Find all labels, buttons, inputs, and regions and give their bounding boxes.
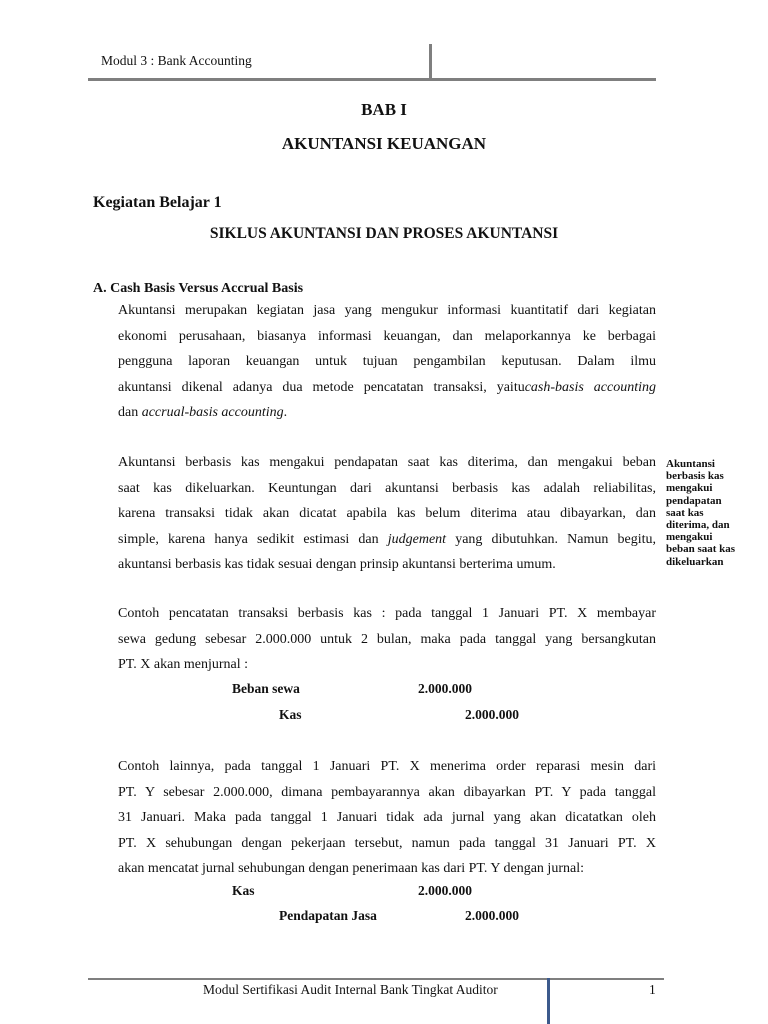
text-line: akuntansi berbasis kas tidak sesuai dengan prinsip akuntansi berterima umum. xyxy=(118,557,556,572)
text-line: PT. X sehubungan dengan pekerjaan tersebut, namun pada tanggal 31 Januari PT. X xyxy=(118,835,656,851)
text-line: sewa gedung sebesar 2.000.000 untuk 2 bulan, maka pada tanggal yang bersangkutan xyxy=(118,631,656,647)
margin-note-line: diterima, dan xyxy=(666,519,730,532)
header-divider-vertical xyxy=(429,44,432,78)
margin-note-line: mengakui xyxy=(666,531,713,544)
text-line: PT. Y sebesar 2.000.000, dimana pembayarannya akan dibayarkan PT. Y pada tanggal xyxy=(118,784,656,800)
activity-title: SIKLUS AKUNTANSI DAN PROSES AKUNTANSI xyxy=(209,225,559,242)
text-line: simple, karena hanya sedikit estimasi dan judgement yang dibutuhkan. Namun begitu, xyxy=(118,531,656,547)
header-rule xyxy=(88,78,656,81)
margin-note-line: saat kas xyxy=(666,506,704,519)
margin-note-line: berbasis kas xyxy=(666,470,724,483)
margin-note-line: dikeluarkan xyxy=(666,555,724,568)
chapter-number: BAB I xyxy=(361,100,407,119)
journal1-credit-account: Kas xyxy=(279,707,302,722)
paragraph-cash-basis xyxy=(118,450,656,578)
margin-note xyxy=(666,458,762,568)
journal1-debit-amount: 2.000.000 xyxy=(418,681,472,696)
journal2-credit-amount: 2.000.000 xyxy=(465,908,519,923)
text-line: PT. X akan menjurnal : xyxy=(118,657,248,672)
text-line: pengguna laporan keuangan untuk tujuan pengambilan keputusan. Dalam ilmu xyxy=(118,354,656,369)
paragraph-intro xyxy=(118,298,656,426)
journal1-credit-amount: 2.000.000 xyxy=(465,707,519,722)
journal2-credit-account: Pendapatan Jasa xyxy=(279,908,377,923)
text-line: Contoh lainnya, pada tanggal 1 Januari PT. X menerima order reparasi mesin dari xyxy=(118,759,656,774)
margin-note-line: mengakui xyxy=(666,482,713,495)
text-line: Contoh pencatatan transaksi berbasis kas : pada tanggal 1 Januari PT. X membayar xyxy=(118,606,656,621)
activity-label: Kegiatan Belajar 1 xyxy=(93,194,222,211)
text-line: ekonomi perusahaan, biasanya informasi keuangan, dan melaporkannya ke berbagai xyxy=(118,328,656,344)
text-line: akan mencatat jurnal sehubungan dengan penerimaan kas dari PT. Y dengan jurnal: xyxy=(118,861,584,876)
text-line: 31 Januari. Maka pada tanggal 1 Januari tidak ada jurnal yang akan dicatatkan oleh xyxy=(118,810,656,825)
text-line: saat kas dikeluarkan. Keuntungan dari akuntansi berbasis kas adalah reliabilitas, xyxy=(118,480,656,496)
journal2-debit-account: Kas xyxy=(232,883,255,898)
page-number: 1 xyxy=(649,982,656,997)
running-footer: Modul Sertifikasi Audit Internal Bank Tingkat Auditor xyxy=(203,982,498,997)
running-header: Modul 3 : Bank Accounting xyxy=(101,53,252,68)
text-line: Akuntansi merupakan kegiatan jasa yang mengukur informasi kuantitatif dari kegiatan xyxy=(118,303,656,318)
text-line: karena transaksi tidak akan dicatat apabila kas belum diterima atau dibayarkan, dan xyxy=(118,506,656,521)
text-line: dan accrual-basis accounting. xyxy=(118,405,288,420)
margin-note-line: Akuntansi xyxy=(666,458,715,470)
text-line: akuntansi dikenal adanya dua metode pencatatan transaksi, yaitucash-basis accounting xyxy=(118,379,656,395)
paragraph-example-accrual xyxy=(118,754,656,882)
chapter-title: AKUNTANSI KEUANGAN xyxy=(281,134,487,153)
text-line: Akuntansi berbasis kas mengakui pendapatan saat kas diterima, dan mengakui beban xyxy=(118,455,656,470)
margin-note-line: beban saat kas xyxy=(666,543,736,556)
footer-divider-vertical xyxy=(547,978,550,1024)
footer-rule xyxy=(88,978,664,980)
journal1-debit-account: Beban sewa xyxy=(232,681,300,696)
journal2-debit-amount: 2.000.000 xyxy=(418,883,472,898)
paragraph-example-cash xyxy=(118,601,656,678)
margin-note-line: pendapatan xyxy=(666,494,722,507)
section-heading: A. Cash Basis Versus Accrual Basis xyxy=(93,281,304,296)
